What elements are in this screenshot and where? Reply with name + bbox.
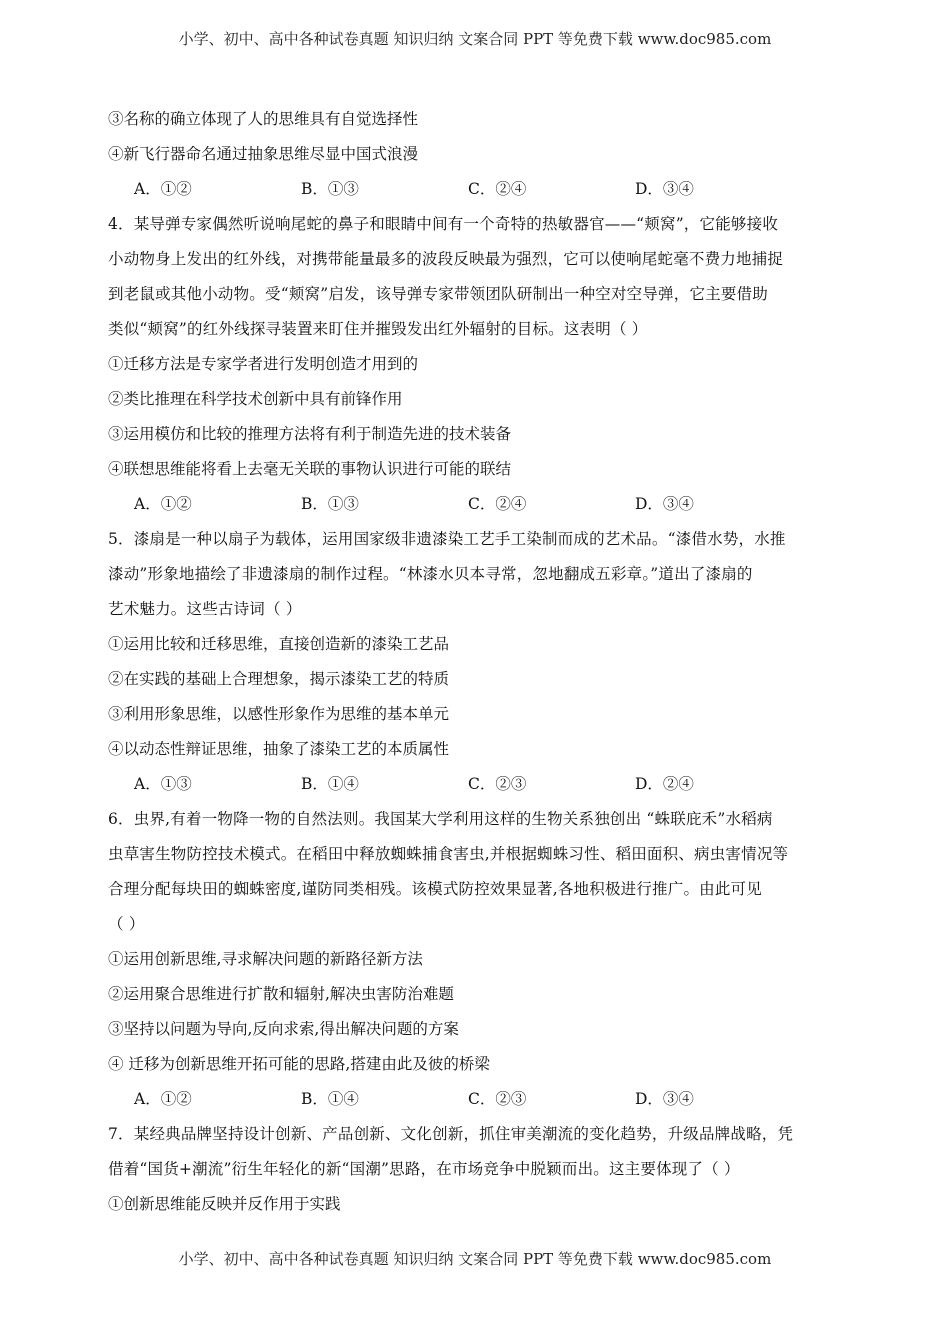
statement: ③运用模仿和比较的推理方法将有利于制造先进的技术装备 <box>108 425 512 443</box>
option-c: C．②④ <box>468 180 527 198</box>
statement: ②在实践的基础上合理想象，揭示漆染工艺的特质 <box>108 670 450 688</box>
statement: ①运用比较和迁移思维，直接创造新的漆染工艺品 <box>108 635 450 653</box>
question-3-tail <box>108 102 848 207</box>
option-a: A．①③ <box>134 775 192 793</box>
statement: ②类比推理在科学技术创新中具有前锋作用 <box>108 390 403 408</box>
question-stem-line: 合理分配每块田的蜘蛛密度,谨防同类相残。该模式防控效果显著,各地积极进行推广。由此可见 <box>108 880 762 898</box>
option-d: D．③④ <box>635 1090 694 1108</box>
statement: ①运用创新思维,寻求解决问题的新路径新方法 <box>108 950 423 968</box>
question-6 <box>108 802 848 1117</box>
option-b: B．①③ <box>301 495 359 513</box>
question-stem-line: 虫草害生物防控技术模式。在稻田中释放蜘蛛捕食害虫,并根据蜘蛛习性、稻田面积、病虫害情况等 <box>108 845 789 863</box>
options-row <box>108 172 848 207</box>
option-b: B．①④ <box>301 1090 359 1108</box>
question-stem-line: 5．漆扇是一种以扇子为载体，运用国家级非遗漆染工艺手工染制而成的艺术品。“漆借水势，水推 <box>108 530 786 548</box>
question-stem-line: 7．某经典品牌坚持设计创新、产品创新、文化创新，抓住审美潮流的变化趋势，升级品牌战略，凭 <box>108 1125 794 1143</box>
option-a: A．①② <box>134 1090 192 1108</box>
option-c: C．②③ <box>468 1090 527 1108</box>
option-d: D．③④ <box>635 180 694 198</box>
question-stem-line: 小动物身上发出的红外线，对携带能量最多的波段反映最为强烈，它可以使响尾蛇毫不费力地捕捉 <box>108 250 784 268</box>
question-4 <box>108 207 848 522</box>
options-row <box>108 1082 848 1117</box>
statement: ③利用形象思维，以感性形象作为思维的基本单元 <box>108 705 450 723</box>
question-stem-line: 到老鼠或其他小动物。受“颊窝”启发，该导弹专家带领团队研制出一种空对空导弹，它主要借助 <box>108 285 768 303</box>
question-stem-line: 艺术魅力。这些古诗词（ ） <box>108 600 302 618</box>
option-d: D．②④ <box>635 775 694 793</box>
option-a: A．①② <box>134 180 192 198</box>
question-stem-line: 4．某导弹专家偶然听说响尾蛇的鼻子和眼睛中间有一个奇特的热敏器官——“颊窝”，它能够接收 <box>108 215 779 233</box>
statement: ③名称的确立体现了人的思维具有自觉选择性 <box>108 110 419 128</box>
question-stem-line: 漆动”形象地描绘了非遗漆扇的制作过程。“林漆水贝本寻常，忽地翻成五彩章。”道出了漆扇的 <box>108 565 753 583</box>
statement: ④ 迁移为创新思维开拓可能的思路,搭建由此及彼的桥梁 <box>108 1055 490 1073</box>
option-a: A．①② <box>134 495 192 513</box>
option-c: C．②③ <box>468 775 527 793</box>
options-row <box>108 487 848 522</box>
question-7 <box>108 1117 848 1222</box>
statement: ①创新思维能反映并反作用于实践 <box>108 1195 341 1213</box>
question-stem-line: 类似“颊窝”的红外线探寻装置来盯住并摧毁发出红外辐射的目标。这表明（ ） <box>108 320 648 338</box>
question-5 <box>108 522 848 802</box>
option-d: D．③④ <box>635 495 694 513</box>
statement: ①迁移方法是专家学者进行发明创造才用到的 <box>108 355 419 373</box>
option-c: C．②④ <box>468 495 527 513</box>
option-b: B．①④ <box>301 775 359 793</box>
option-b: B．①③ <box>301 180 359 198</box>
page-footer: 小学、初中、高中各种试卷真题 知识归纳 文案合同 PPT 等免费下载 www.doc985.com <box>178 1250 772 1268</box>
statement: ③坚持以问题为导向,反向求索,得出解决问题的方案 <box>108 1020 459 1038</box>
statement: ④联想思维能将看上去毫无关联的事物认识进行可能的联结 <box>108 460 512 478</box>
statement: ④以动态性辩证思维，抽象了漆染工艺的本质属性 <box>108 740 450 758</box>
exam-content <box>108 102 848 1222</box>
question-stem-line: 6．虫界,有着一物降一物的自然法则。我国某大学利用这样的生物关系独创出 “蛛联庇禾”水稻病 <box>108 810 773 828</box>
question-stem-line: 借着“国货+潮流”衍生年轻化的新“国潮”思路，在市场竞争中脱颖而出。这主要体现了（ ） <box>108 1160 740 1178</box>
question-stem-line: （ ） <box>108 915 145 933</box>
statement: ④新飞行器命名通过抽象思维尽显中国式浪漫 <box>108 145 419 163</box>
options-row <box>108 767 848 802</box>
statement: ②运用聚合思维进行扩散和辐射,解决虫害防治难题 <box>108 985 454 1003</box>
page-header: 小学、初中、高中各种试卷真题 知识归纳 文案合同 PPT 等免费下载 www.doc985.com <box>178 30 772 48</box>
